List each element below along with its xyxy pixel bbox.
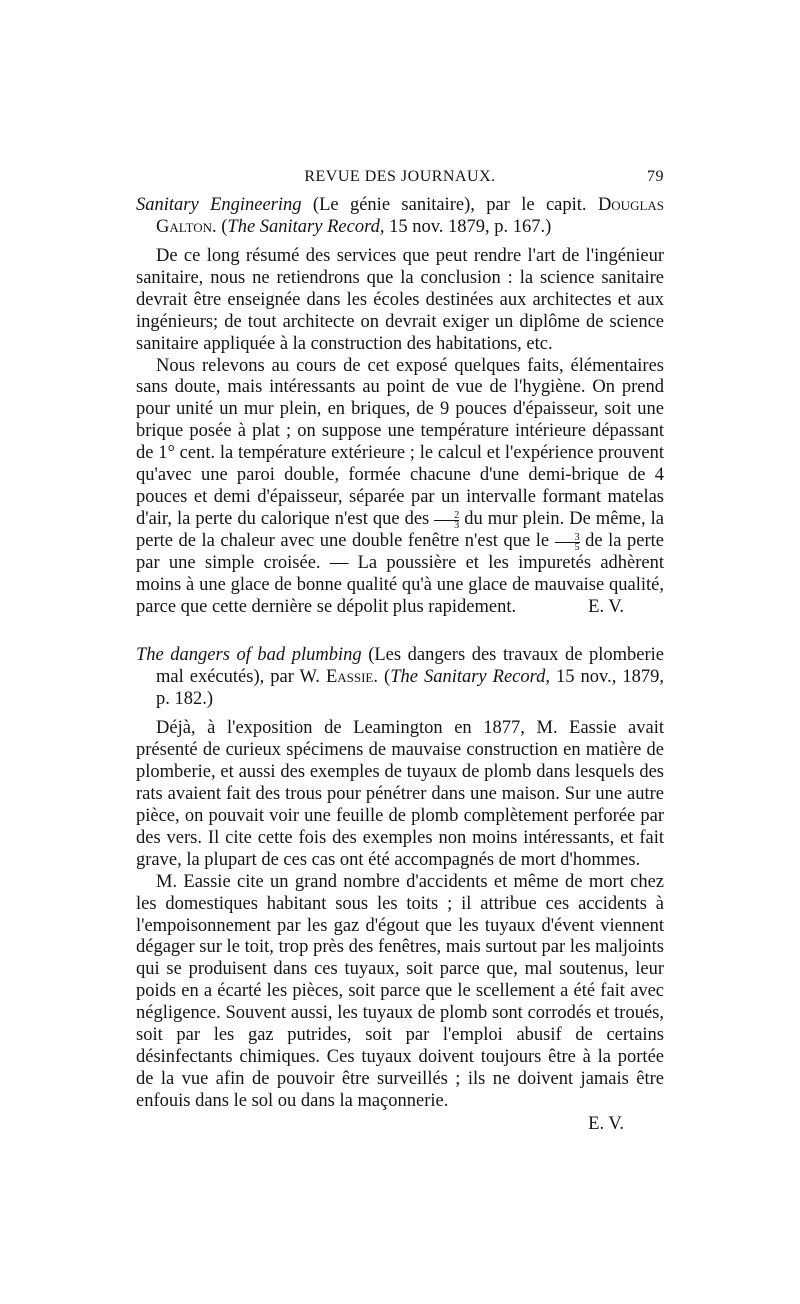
article-1-title: Sanitary Engineering xyxy=(136,195,302,215)
article-1-paragraph-1: De ce long résumé des services que peut rendre l'art de l'ingénieur sanitaire, nous ne retiendrons que la conclusion : la science sanitaire devrait être enseignée dans les écoles destinées aux architectes et aux ingénieurs; de tout architecte on devrait exiger un diplôme de science sanitaire appliquée à la construction des habitations, etc. xyxy=(136,246,664,354)
article-2-heading xyxy=(136,644,664,710)
article-1-source-open: . ( xyxy=(211,217,228,237)
article-1-title-translation: (Le génie sanitaire), par le capit. xyxy=(312,195,587,215)
article-2-journal: The Sanitary Record xyxy=(390,667,546,688)
article-2-paragraph-1: Déjà, à l'exposition de Leamington en 1877, M. Eassie avait présenté de curieux spécimens de mauvaise construction en matière de plomberie, et aussi des exemples de tuyaux de plomb dans lesquels des rats avaient fait des trous pour pénétrer dans une maison. Sur une autre pièce, on pouvait voir une feuille de plomb complètement perforée par des vers. Il cite cette fois des exemples non moins intéressants, et fait grave, la plupart de ces cas ont été accompagnés de mort d'hommes. xyxy=(136,718,664,870)
article-1-author: Douglas Galton xyxy=(156,195,665,237)
article-1-paragraph-2-part-a: Nous relevons au cours de cet exposé quelques faits, élémentaires sans doute, mais intéressants au point de vue de l'hygiène. On prend pour unité un mur plein, en briques, de 9 pouces d'épaisseur, soit une brique posée à plat ; on suppose une température intérieure dépassant de 1° cent. la température extérieure ; le calcul et l'expérience prouvent qu'avec une paroi double, formée chacune d'une demi-brique de 4 pouces et demi d'épaisseur, séparée par un intervalle formant matelas d'air, la perte du calorique n'est que des xyxy=(136,355,664,529)
running-head xyxy=(136,168,664,194)
fraction-1-denominator: 3 xyxy=(454,519,460,531)
article-1-paragraph-2 xyxy=(136,356,664,619)
fraction-three-fifths xyxy=(555,533,580,552)
article-2-author: Eassie xyxy=(325,667,374,688)
article-1-journal: The Sanitary Record xyxy=(227,217,380,237)
article-1-paragraph-2-part-c: de la perte par une simple croisée. — La poussière et les impuretés adhèrent moins à une glace de bonne qualité qu'à une glace de mauvaise qualité, parce que cette dernière se dépolit plus rapidement. xyxy=(136,530,665,617)
fraction-2-numerator: 3 xyxy=(555,533,580,543)
article-2-source-open: . ( xyxy=(373,667,391,688)
article-1-paragraph-2-part-b: du mur plein. De même, la perte de la chaleur avec une double fenêtre n'est que le xyxy=(136,508,664,551)
article-1-citation: , 15 nov. 1879, p. 167.) xyxy=(379,217,552,237)
fraction-1-numerator: 2 xyxy=(434,511,459,521)
article-2-paragraph-2: M. Eassie cite un grand nombre d'accidents et même de mort chez les domestiques habitant sous les toits ; il attribue ces accidents à l'empoisonnement par les gaz d'égout que les tuyaux d'évent viennent dégager sur le toit, trop près des fenêtres, mais surtout par les maljoints qui se produisent dans ces tuyaux, soit parce que, mal soutenus, leur poids en a écarté les pièces, soit parce que le scellement a été fait avec négligence. Souvent aussi, les tuyaux de plomb sont corrodés et troués, soit par les gaz putrides, soit par l'emploi abusif de certains désinfectants chimiques. Ces tuyaux doivent toujours être à la portée de la vue afin de pouvoir être surveillés ; ils ne doivent jamais être enfouis dans le sol ou dans la maçonnerie. xyxy=(136,871,664,1111)
fraction-two-thirds xyxy=(434,511,459,530)
article-2-title: The dangers of bad plumbing xyxy=(136,645,362,666)
printed-page xyxy=(136,168,664,1135)
article-2-title-translation: (Les dangers des travaux de plomberie mal exécutés), par W. xyxy=(156,645,665,688)
page-number: 79 xyxy=(647,168,664,185)
article-1-heading xyxy=(136,194,664,238)
fraction-2-denominator: 5 xyxy=(574,541,580,553)
article-1-signature: E. V. xyxy=(588,596,624,617)
article-2-citation: , 15 nov., 1879, p. 182.) xyxy=(156,667,664,710)
article-2-signature: E. V. xyxy=(588,1113,624,1134)
running-title: REVUE DES JOURNAUX. xyxy=(304,168,496,185)
